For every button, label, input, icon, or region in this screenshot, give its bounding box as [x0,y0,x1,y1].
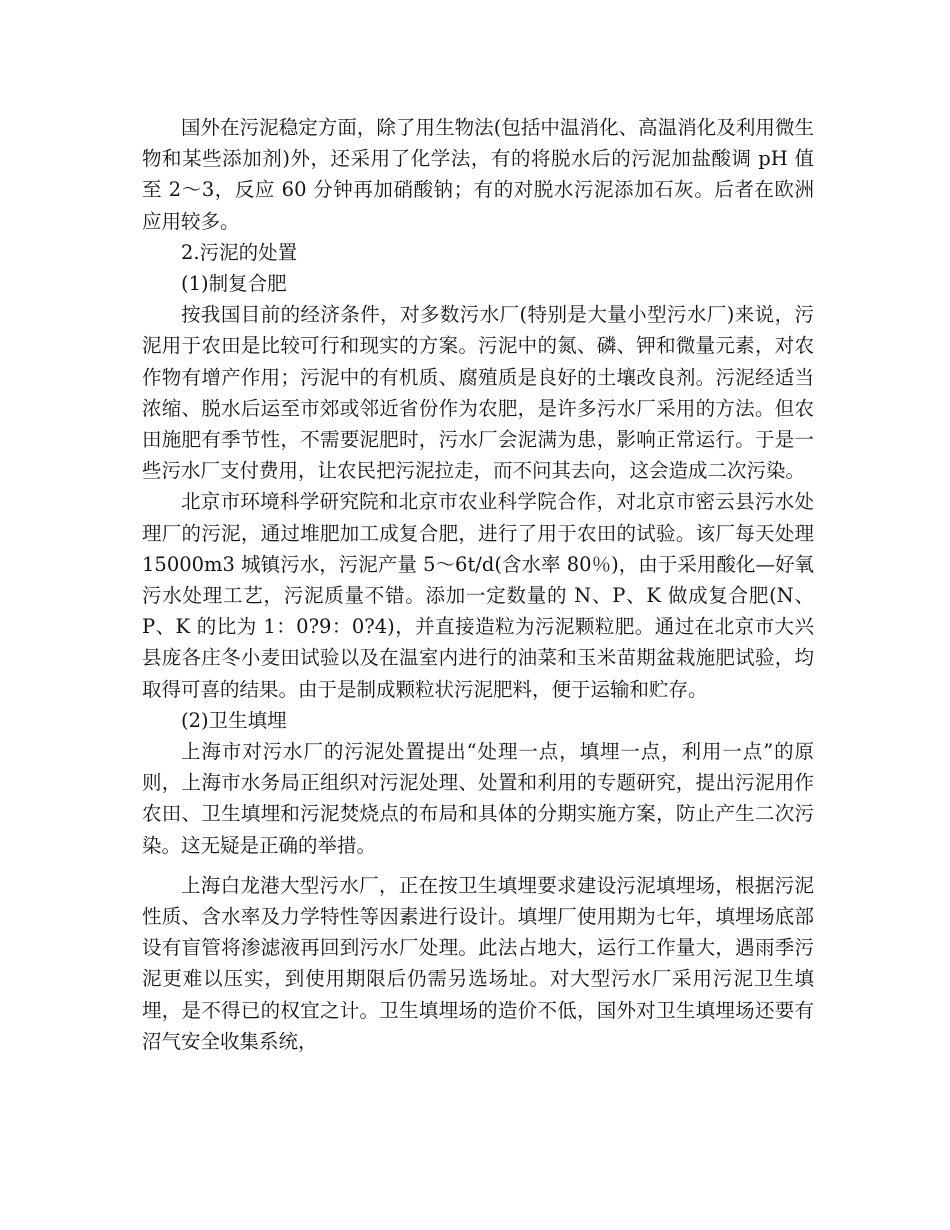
paragraph-shanghai-principle: 上海市对污水厂的污泥处置提出“处理一点，填埋一点，利用一点”的原则，上海市水务局正组织对污泥处理、处置和利用的专题研究，提出污泥用作农田、卫生填埋和污泥焚烧点的布局和具体的分期实施方案，防止产生二次污染。这无疑是正确的举措。 [142,740,814,857]
paragraph-beijing-trial: 北京市环境科学研究院和北京市农业科学院合作，对北京市密云县污水处理厂的污泥，通过堆肥加工成复合肥，进行了用于农田的试验。该厂每天处理 15000m3 城镇污水，污泥产量 5～6t/d(含水率 80％)，由于采用酸化—好氧污水处理工艺，污泥质量不错。添加一定数量的 N、P、K 做成复合肥(N、P、K 的比为 1：0?9：0?4)，并直接造粒为污泥颗粒肥。通过在北京市大兴县庞各庄冬小麦田试验以及在温室内进行的油菜和玉米苗期盆栽施肥试验，均取得可喜的结果。由于是制成颗粒状污泥肥料，便于运输和贮存。 [142,490,814,701]
subsection-heading-sanitary-landfill: (2)卫生填埋 [181,708,287,732]
paragraph-sludge-stabilization: 国外在污泥稳定方面，除了用生物法(包括中温消化、高温消化及利用微生物和某些添加剂)外，还采用了化学法，有的将脱水后的污泥加盐酸调 pH 值至 2～3，反应 60 分钟再加硝酸钠；有的对脱水污泥添加石灰。后者在欧洲应用较多。 [142,116,814,233]
paragraph-bailonggang-landfill: 上海白龙港大型污水厂，正在按卫生填埋要求建设污泥填埋场，根据污泥性质、含水率及力学特性等因素进行设计。填埋厂使用期为七年，填埋场底部设有盲管将渗滤液再回到污水厂处理。此法占地大，运行工作量大，遇雨季污泥更难以压实，到使用期限后仍需另选场址。对大型污水厂采用污泥卫生填埋，是不得已的权宜之计。卫生填埋场的造价不低，国外对卫生填埋场还要有沼气安全收集系统， [142,873,814,1053]
subsection-heading-compound-fertilizer: (1)制复合肥 [181,272,287,296]
paragraph-farmland-use: 按我国目前的经济条件，对多数污水厂(特别是大量小型污水厂)来说，污泥用于农田是比较可行和现实的方案。污泥中的氮、磷、钾和微量元素，对农作物有增产作用；污泥中的有机质、腐殖质是良好的土壤改良剂。污泥经适当浓缩、脱水后运至市郊或邻近省份作为农肥，是许多污水厂采用的方法。但农田施肥有季节性，不需要泥肥时，污水厂会泥满为患，影响正常运行。于是一些污水厂支付费用，让农民把污泥拉走，而不问其去向，这会造成二次污染。 [142,303,814,483]
document-body [142,112,814,1057]
section-heading-sludge-disposal: 2.污泥的处置 [181,240,298,264]
